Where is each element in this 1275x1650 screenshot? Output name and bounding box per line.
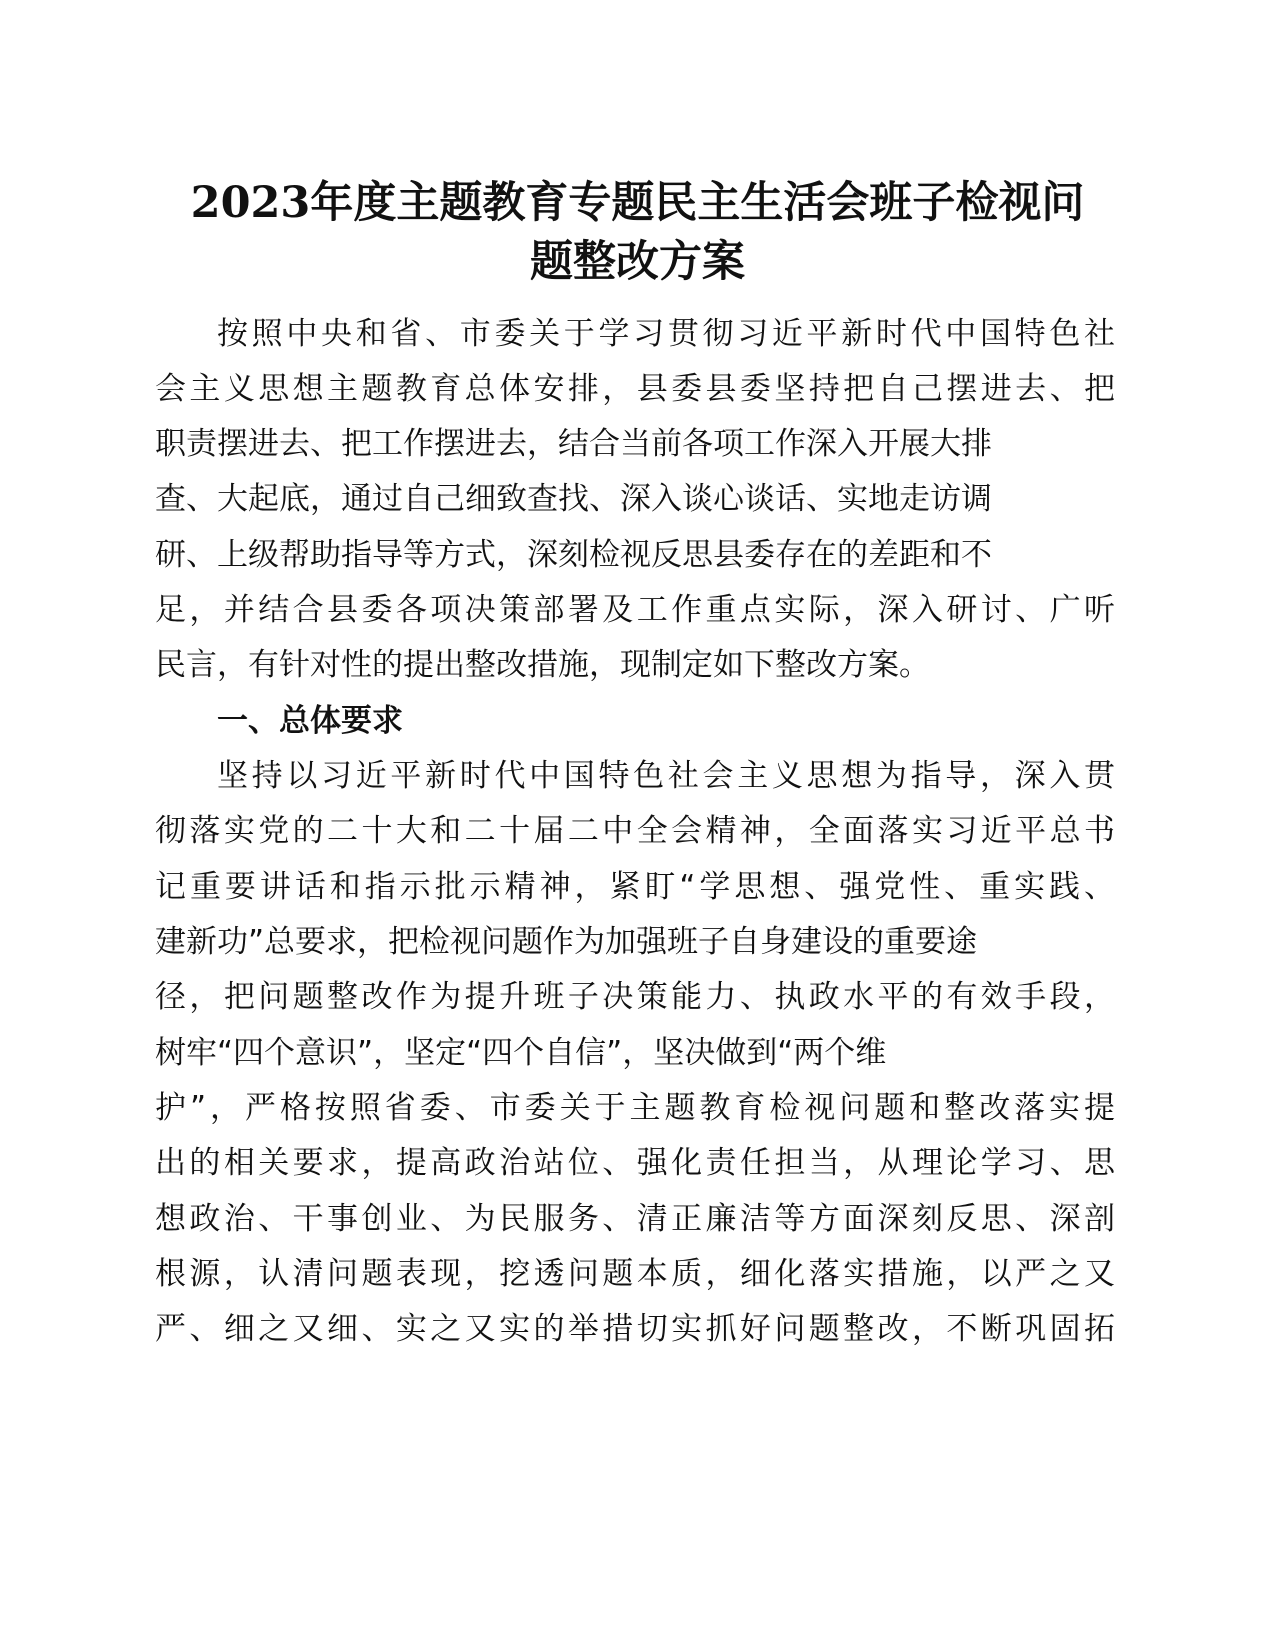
section-paragraph-line: 出的相关要求，提高政治站位、强化责任担当，从理论学习、思 xyxy=(155,1145,1115,1181)
section-paragraph-line: 坚持以习近平新时代中国特色社会主义思想为指导，深入贯 xyxy=(217,758,1115,794)
intro-paragraph-line: 查、大起底，通过自己细致查找、深入谈心谈话、实地走访调 xyxy=(155,481,992,517)
section-heading: 一、总体要求 xyxy=(217,703,403,739)
intro-paragraph-line: 研、上级帮助指导等方式，深刻检视反思县委存在的差距和不 xyxy=(155,537,992,573)
section-paragraph-line: 想政治、干事创业、为民服务、清正廉洁等方面深刻反思、深剖 xyxy=(155,1201,1115,1237)
section-paragraph-line: 记重要讲话和指示批示精神，紧盯“学思想、强党性、重实践、 xyxy=(155,869,1115,905)
intro-paragraph-line: 足，并结合县委各项决策部署及工作重点实际，深入研讨、广听 xyxy=(155,592,1115,628)
section-paragraph-line: 彻落实党的二十大和二十届二中全会精神，全面落实习近平总书 xyxy=(155,813,1115,849)
section-paragraph-line: 建新功”总要求，把检视问题作为加强班子自身建设的重要途 xyxy=(155,924,978,960)
section-paragraph-line: 护”，严格按照省委、市委关于主题教育检视问题和整改落实提 xyxy=(155,1090,1115,1126)
intro-paragraph-line: 按照中央和省、市委关于学习贯彻习近平新时代中国特色社 xyxy=(217,316,1115,352)
intro-paragraph-line: 会主义思想主题教育总体安排，县委县委坚持把自己摆进去、把 xyxy=(155,371,1115,407)
intro-paragraph-line: 民言，有针对性的提出整改措施，现制定如下整改方案。 xyxy=(155,647,930,683)
section-paragraph-line: 根源，认清问题表现，挖透问题本质，细化落实措施，以严之又 xyxy=(155,1256,1115,1292)
section-paragraph-line: 严、细之又细、实之又实的举措切实抓好问题整改，不断巩固拓 xyxy=(155,1311,1115,1347)
document-title-line-1: 2023年度主题教育专题民主生活会班子检视问 xyxy=(190,178,1085,228)
section-paragraph-line: 径，把问题整改作为提升班子决策能力、执政水平的有效手段， xyxy=(155,979,1115,1015)
intro-paragraph-line: 职责摆进去、把工作摆进去，结合当前各项工作深入开展大排 xyxy=(155,426,992,462)
document-title-line-2: 题整改方案 xyxy=(530,237,745,287)
section-paragraph-line: 树牢“四个意识”，坚定“四个自信”，坚决做到“两个维 xyxy=(155,1035,887,1071)
